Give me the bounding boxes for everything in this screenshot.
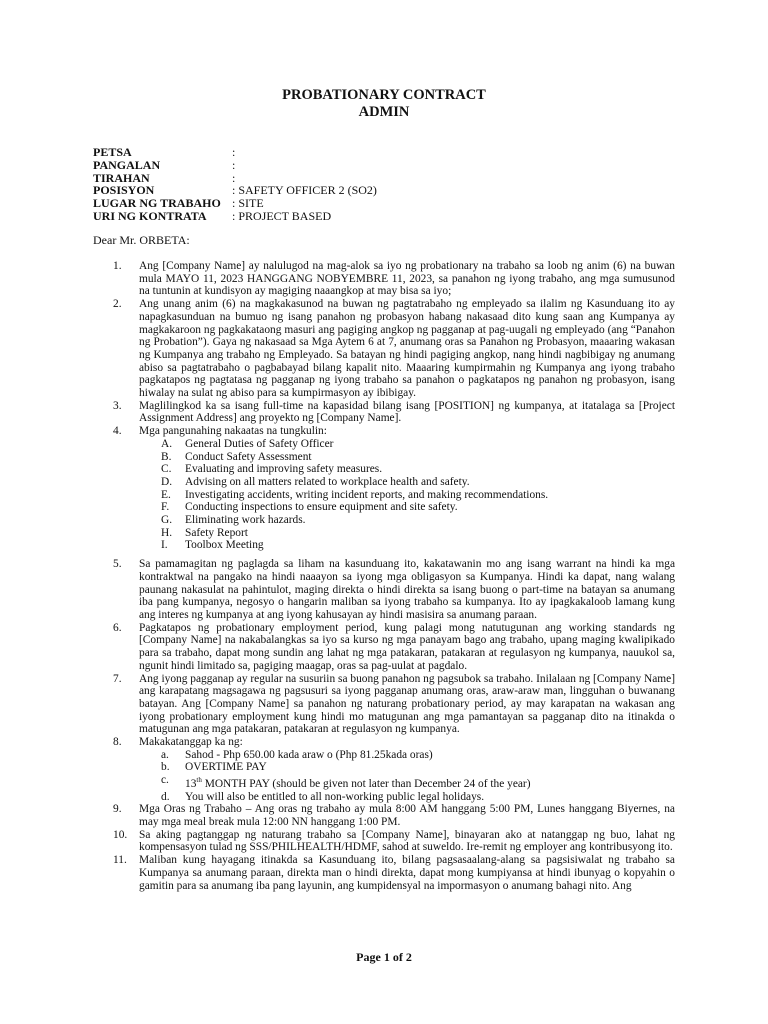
duty-letter: G. <box>161 514 173 527</box>
item-text: Ang unang anim (6) na magkakasunod na buwan ng pagtatrabaho ng empleyado sa ilalim ng Kasunduang ito ay napagkasunduan na bumuo ng isang panahon ng probasyon habang nakasaad dito kung saan ang Kumpanya ay magkakaroon ng pagkakataong masuri ang pagiging angkop ng pagganap at pag-uugali ng empleyado (ang “Panahon ng Probation”). Gaya ng nakasaad sa Mga Aytem 6 at 7, anumang oras sa Panahon ng Probasyon, maaaring wakasan ng Kumpanya ang trabaho ng Empleyado. Sa batayan ng hindi pagiging angkop, nang hindi nagbibigay ng anumang abiso sa pagtatrabaho o pagbabayad bilang kapalit nito. Maaaring kumpirmahin ng Kumpanya ang iyong trabaho pagkatapos ng pagtatasa ng pagganap ng iyong trabaho sa panahon o pagkatapos ng panahon ng probasyon, isang hiwalay na sulat ng abiso para sa kumpirmasyon ay ibibigay. <box>139 298 675 400</box>
benefit-text: OVERTIME PAY <box>185 761 267 774</box>
item-text: Pagkatapos ng probationary employment period, kung palagi mong natutugunan ang working standards ng [Company Name] na nakabalangkas sa iyo sa kurso ng mga panayam bago ang trabaho, upang maging kwalipikado para sa trabaho, dapat mong sundin ang lahat ng mga patakaran, patakaran at regulasyon ng kumpanya, nauukol sa, ngunit hindi limitado sa, pagiging maagap, oras sa pag-uulat at pagdalo. <box>139 621 675 672</box>
item-number: 7. <box>113 672 122 685</box>
item-number: 6. <box>113 621 122 634</box>
benefit-item <box>93 761 675 774</box>
field-row <box>93 146 377 159</box>
field-value: : <box>232 157 236 172</box>
duty-item <box>93 539 675 552</box>
item-text: Ang iyong pagganap ay regular na susuriin sa buong panahon ng pagsubok sa trabaho. Inilalaan ng [Company Name] ang karapatang magsagawa ng pagsusuri sa iyong pagganap anumang oras, araw-araw man, lingguhan o buwanang batayan. Ang [Company Name] sa panahon ng naturang probationary period, ay may karapatan na wakasan ang iyong probationary employment kung hindi mo matugunan ang mga pamantayan sa pagganap dito na itinakda o matugunan ang mga patakaran, patakaran at regulasyon ng kumpanya. <box>139 672 675 736</box>
list-item <box>93 854 675 892</box>
list-item <box>93 736 675 749</box>
list-item <box>93 622 675 673</box>
field-label: PANGALAN <box>93 157 161 172</box>
field-label: LUGAR NG TRABAHO <box>93 196 221 211</box>
duty-item <box>93 438 675 451</box>
duty-letter: E. <box>161 488 171 501</box>
item-text: Maliban kung hayagang itinakda sa Kasunduang ito, bilang pagsasaalang-alang sa pagsisiwalat ng trabaho sa Kumpanya sa anumang paraan, direkta man o hindi direkta, dapat mong kumpiyansa at hindi ibunyag o kopyahin o gamitin para sa anumang iba pang layunin, ang kumpidensyal na impormasyon o anumang bahagi nito. Ang <box>139 854 675 892</box>
field-label: TIRAHAN <box>93 170 150 185</box>
benefit-sup: th <box>196 776 202 785</box>
benefit-item <box>93 749 675 762</box>
field-row <box>93 210 377 223</box>
benefit-item <box>93 774 675 791</box>
list-item <box>93 400 675 425</box>
duty-letter: B. <box>161 450 172 463</box>
duty-letter: D. <box>161 475 173 488</box>
item-text: Mga Oras ng Trabaho – Ang oras ng trabaho ay mula 8:00 AM hanggang 5:00 PM, Lunes hanggang Biyernes, na may mga meal break mula 12:00 NN hanggang 1:00 PM. <box>139 803 675 829</box>
field-value: : SAFETY OFFICER 2 (SO2) <box>232 183 377 198</box>
item-text: Maglilingkod ka sa isang full-time na kapasidad bilang isang [POSITION] ng kumpanya, at itatalaga sa [Project Assignment Address] ang proyekto ng [Company Name]. <box>139 399 675 425</box>
duty-text: Advising on all matters related to workplace health and safety. <box>185 475 470 488</box>
list-item <box>93 829 675 854</box>
duty-item <box>93 527 675 540</box>
header-fields <box>93 146 377 223</box>
item-number: 8. <box>113 736 122 749</box>
duty-text: Evaluating and improving safety measures. <box>185 463 383 476</box>
duty-item <box>93 451 675 464</box>
duty-letter: I. <box>161 539 168 552</box>
field-value: : <box>232 170 236 185</box>
item-text: Makakatanggap ka ng: <box>139 736 243 749</box>
item-text: Mga pangunahing nakaatas na tungkulin: <box>139 425 327 438</box>
field-value: : SITE <box>232 196 264 211</box>
item-text: Sa pamamagitan ng paglagda sa liham na kasunduang ito, kakatawanin mo ang isang warrant na hindi ka mga kontraktwal na pangako na hindi naaayon sa iyong mga obligasyon sa Kumpanya. Hindi ka dapat, nang walang paunang nakasulat na pahintulot, maging direkta o hindi direkta sa isang buong o part-time na batayan sa anumang iba pang kumpanya, negosyo o hangarin maliban sa iyong trabaho sa kumpanya. Ito ay ipagkakaloob lamang kung ang interes ng kumpanya at ang iyong kahusayan ay hindi masisira sa anumang paraan. <box>139 558 675 621</box>
list-item <box>93 558 675 622</box>
benefit-text: Sahod - Php 650.00 kada araw o (Php 81.25kada oras) <box>185 748 433 761</box>
contract-title: PROBATIONARY CONTRACT <box>282 87 486 103</box>
benefit-letter: c. <box>161 774 169 787</box>
duty-text: Conducting inspections to ensure equipment and site safety. <box>185 501 458 514</box>
duty-item <box>93 463 675 476</box>
item-text: Sa aking pagtanggap ng naturang trabaho sa [Company Name], binayaran ako at natanggap ng buo, lahat ng kompensasyon tulad ng SSS/PHILHEALTH/HDMF, sahod at suweldo. Ire-remit ng employer ang kontribusyong ito. <box>139 828 675 854</box>
contract-body <box>93 260 675 892</box>
benefit-item <box>93 791 675 804</box>
duty-text: Eliminating work hazards. <box>185 514 306 527</box>
benefit-pre: 13 <box>185 777 197 790</box>
duty-item <box>93 514 675 527</box>
benefit-text: You will also be entitled to all non-working public legal holidays. <box>185 790 485 803</box>
benefit-text: MONTH PAY (should be given not later than December 24 of the year) <box>201 777 531 790</box>
item-number: 9. <box>113 803 122 816</box>
duty-letter: H. <box>161 526 173 539</box>
item-number: 5. <box>113 558 122 571</box>
item-number: 1. <box>113 260 122 272</box>
duty-item <box>93 476 675 489</box>
duty-text: Conduct Safety Assessment <box>185 450 312 463</box>
page-number: Page 1 of 2 <box>356 950 412 964</box>
item-number: 3. <box>113 399 122 412</box>
duty-item <box>93 489 675 502</box>
benefit-letter: d. <box>161 790 170 803</box>
item-number: 2. <box>113 298 122 311</box>
duty-letter: F. <box>161 501 170 514</box>
document-title <box>0 87 768 121</box>
duty-text: Toolbox Meeting <box>185 539 264 552</box>
list-item <box>93 803 675 828</box>
field-value: : PROJECT BASED <box>232 208 332 223</box>
field-row <box>93 159 377 172</box>
duty-text: Safety Report <box>185 526 248 539</box>
duty-letter: C. <box>161 463 172 476</box>
benefit-letter: a. <box>161 748 169 761</box>
duty-letter: A. <box>161 437 173 450</box>
contract-subtitle: ADMIN <box>358 104 410 120</box>
list-item <box>93 673 675 737</box>
item-text: Ang [Company Name] ay nalulugod na mag-alok sa iyo ng probationary na trabaho sa loob ng anim (6) na buwan mula MAYO 11, 2023 HANGGANG NOBYEMBRE 11, 2023, sa panahon ng iyong trabaho, ang mga sumusunod na tuntunin at kundisyon ay magiging naaangkop at may bisa sa iyo; <box>139 260 675 298</box>
list-item <box>93 298 675 400</box>
item-number: 10. <box>113 828 128 841</box>
field-label: PETSA <box>93 145 132 159</box>
list-item <box>93 260 675 298</box>
field-value: : <box>232 145 236 159</box>
duty-text: General Duties of Safety Officer <box>185 437 334 450</box>
field-label: URI NG KONTRATA <box>93 208 207 223</box>
list-item <box>93 425 675 438</box>
duty-text: Investigating accidents, writing incident reports, and making recommendations. <box>185 488 549 501</box>
item-number: 11. <box>113 854 127 867</box>
salutation: Dear Mr. ORBETA: <box>93 233 190 247</box>
field-label: POSISYON <box>93 183 155 198</box>
benefit-letter: b. <box>161 761 170 774</box>
duty-item <box>93 501 675 514</box>
item-number: 4. <box>113 425 122 438</box>
